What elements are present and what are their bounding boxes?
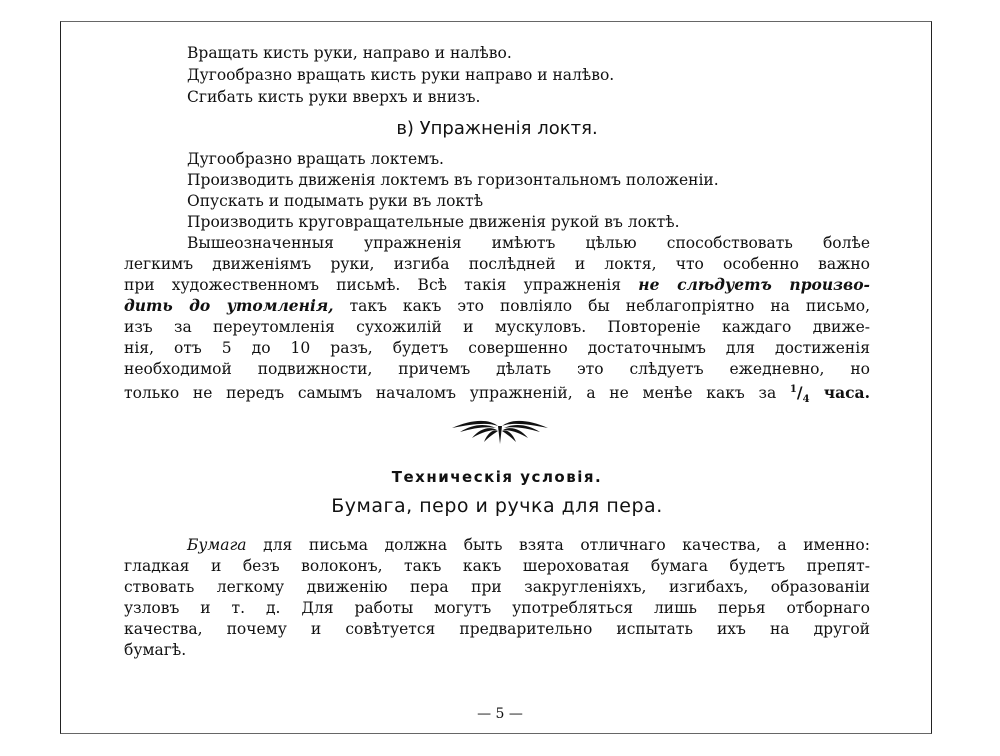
text-line: Сгибать кисть руки вверхъ и внизъ.: [187, 88, 481, 106]
fleuron-ornament-icon: [450, 408, 550, 444]
emphasis-text: дить до утомленія,: [124, 296, 334, 315]
paragraph-line: узловъ и т. д. Для работы могутъ употребляться лишь перья отборнаго: [124, 599, 870, 617]
paragraph-line: ствовать легкому движенію пера при закругленіяхъ, изгибахъ, образованіи: [124, 578, 870, 596]
paragraph-line: нія, отъ 5 до 10 разъ, будетъ совершенно достаточнымъ для достиженія: [124, 339, 870, 357]
paragraph-line: легкимъ движеніямъ руки, изгиба послѣдней и локтя, что особенно важно: [124, 255, 870, 273]
emphasis-text: не слѣдуетъ произво-: [638, 275, 870, 294]
paragraph-line: бумагѣ.: [124, 641, 187, 659]
text-line: Дугообразно вращать локтемъ.: [187, 150, 444, 168]
paragraph-line: Бумага для письма должна быть взята отличнаго качества, а именно:: [187, 536, 870, 554]
section-heading-elbow: в) Упражненія локтя.: [396, 118, 598, 139]
text-line: Вращать кисть руки, направо и налѣво.: [187, 44, 512, 62]
section-heading-technical: Техническія условія.: [391, 468, 603, 486]
text-line: Дугообразно вращать кисть руки направо и налѣво.: [187, 66, 615, 84]
paragraph-line: изъ за переутомленія сухожилій и мускуловъ. Повтореніе каждаго движе-: [124, 318, 870, 336]
text-column: [124, 0, 874, 756]
paragraph-line: дить до утомленія, такъ какъ это повліяло бы неблагопріятно на письмо,: [124, 296, 871, 315]
paragraph-line: необходимой подвижности, причемъ дѣлать это слѣдуетъ ежедневно, но: [124, 360, 870, 378]
paragraph-line: только не передъ самымъ началомъ упражненій, а не менѣе какъ за $^1/_4$ часа.: [124, 383, 870, 406]
text-line: Опускать и подымать руки въ локтѣ: [187, 192, 484, 210]
paragraph-line: Вышеозначенныя упражненія имѣютъ цѣлью способствовать болѣе: [187, 234, 870, 252]
text-line: Производить круговращательные движенія рукой въ локтѣ.: [187, 213, 680, 231]
text-line: Производить движенія локтемъ въ горизонтальномъ положеніи.: [187, 171, 719, 189]
emphasis-text: Бумага: [187, 536, 247, 554]
paragraph-line: при художественномъ письмѣ. Всѣ такія упражненія не слѣдуетъ произво-: [124, 275, 870, 294]
paragraph-line: гладкая и безъ волоконъ, такъ какъ шероховатая бумага будетъ препят-: [124, 557, 870, 575]
page-number: — 5 —: [477, 706, 523, 722]
section-heading-paper: Бумага, перо и ручка для пера.: [331, 495, 663, 517]
paragraph-line: качества, почему и совѣтуется предварительно испытать ихъ на другой: [124, 620, 870, 638]
